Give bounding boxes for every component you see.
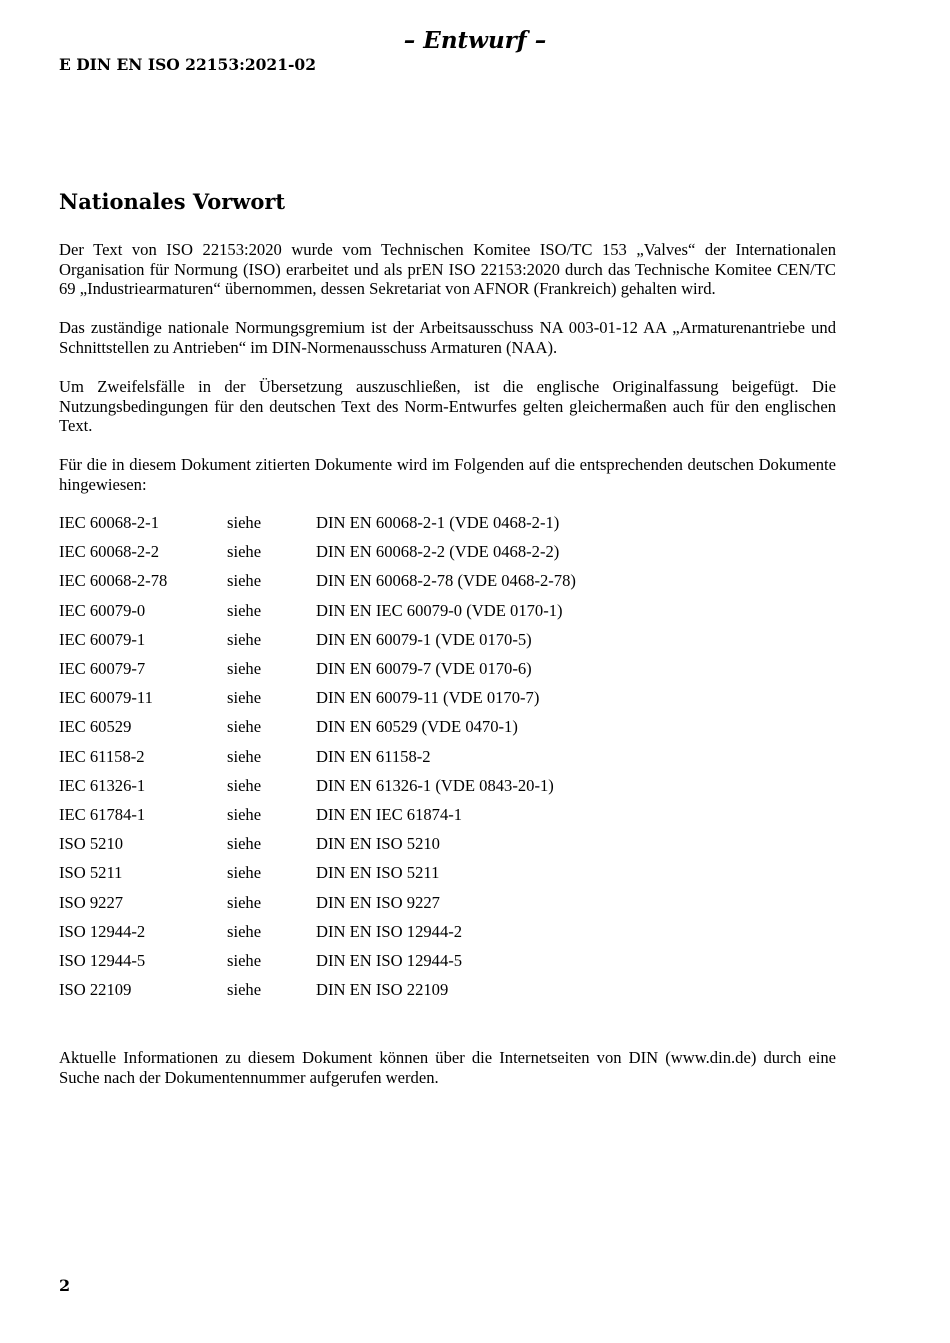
reference-row [59,625,679,654]
reference-row [59,566,679,595]
reference-relation: siehe [227,571,262,591]
reference-row [59,654,679,683]
reference-source: IEC 60068-2-2 [59,542,160,562]
reference-relation: siehe [227,600,262,620]
reference-target: DIN EN 60079-7 (VDE 0170-6) [316,659,532,679]
reference-source: IEC 60079-0 [59,600,146,620]
paragraph-translation: Um Zweifelsfälle in der Übersetzung auszuschließen, ist die englische Originalfassung beigefügt. Die Nutzungsbedingungen für den deutschen Text des Norm-Entwurfes gelten gleichermaßen auch für den englischen Text. [59,377,836,435]
page-number: 2 [59,1276,71,1295]
reference-relation: siehe [227,892,262,912]
reference-source: ISO 12944-5 [59,951,146,971]
reference-row [59,829,679,858]
reference-row [59,742,679,771]
reference-relation: siehe [227,951,262,971]
reference-target: DIN EN 60068-2-2 (VDE 0468-2-2) [316,542,560,562]
reference-relation: siehe [227,980,262,1000]
reference-relation: siehe [227,629,262,649]
reference-table-body [59,508,679,1004]
reference-source: ISO 5211 [59,863,123,883]
reference-source: IEC 60068-2-78 [59,571,168,591]
reference-source: ISO 9227 [59,892,124,912]
reference-row [59,537,679,566]
paragraph-committee: Das zuständige nationale Normungsgremium ist der Arbeitsausschuss NA 003-01-12 AA „Armaturenantriebe und Schnittstellen zu Antrieben“ im DIN-Normenausschuss Armaturen (NAA). [59,318,836,357]
reference-relation: siehe [227,659,262,679]
reference-row [59,917,679,946]
reference-target: DIN EN 60079-11 (VDE 0170-7) [316,688,540,708]
reference-target: DIN EN 60068-2-78 (VDE 0468-2-78) [316,571,576,591]
paragraph-origin: Der Text von ISO 22153:2020 wurde vom Technischen Komitee ISO/TC 153 „Valves“ der Internationalen Organisation für Normung (ISO) erarbeitet und als prEN ISO 22153:2020 durch das Technische Komitee CEN/TC 69 „Industriearmaturen“ übernommen, dessen Sekretariat von AFNOR (Frankreich) gehalten wird. [59,240,836,298]
reference-target: DIN EN ISO 5210 [316,834,440,854]
reference-relation: siehe [227,688,262,708]
reference-source: IEC 60529 [59,717,132,737]
draft-watermark-title: – Entwurf – [403,27,547,54]
reference-relation: siehe [227,863,262,883]
reference-target: DIN EN ISO 22109 [316,980,449,1000]
reference-relation: siehe [227,717,262,737]
reference-target: DIN EN ISO 9227 [316,892,440,912]
reference-target: DIN EN ISO 12944-5 [316,951,463,971]
reference-source: ISO 12944-2 [59,921,146,941]
reference-target: DIN EN 60079-1 (VDE 0170-5) [316,629,532,649]
reference-row [59,771,679,800]
reference-source: IEC 61158-2 [59,746,145,766]
reference-relation: siehe [227,746,262,766]
reference-source: ISO 5210 [59,834,124,854]
reference-row [59,712,679,741]
reference-source: IEC 60079-11 [59,688,153,708]
reference-target: DIN EN 60068-2-1 (VDE 0468-2-1) [316,513,560,532]
reference-row [59,683,679,712]
reference-source: ISO 22109 [59,980,132,1000]
reference-target: DIN EN 61326-1 (VDE 0843-20-1) [316,775,554,795]
reference-row [59,800,679,829]
reference-relation: siehe [227,513,262,532]
reference-relation: siehe [227,775,262,795]
reference-target: DIN EN IEC 61874-1 [316,805,463,825]
reference-relation: siehe [227,921,262,941]
reference-target: DIN EN 61158-2 [316,746,431,766]
reference-row [59,508,679,537]
reference-relation: siehe [227,805,262,825]
reference-row [59,596,679,625]
reference-table [59,508,679,1004]
reference-row [59,888,679,917]
reference-relation: siehe [227,834,262,854]
reference-target: DIN EN IEC 60079-0 (VDE 0170-1) [316,600,563,620]
reference-target: DIN EN 60529 (VDE 0470-1) [316,717,518,737]
reference-target: DIN EN ISO 5211 [316,863,440,883]
reference-target: DIN EN ISO 12944-2 [316,921,463,941]
paragraph-references-intro: Für die in diesem Dokument zitierten Dokumente wird im Folgenden auf die entsprechenden deutschen Dokumente hingewiesen: [59,455,836,494]
reference-row [59,975,679,1004]
reference-source: IEC 60079-7 [59,659,146,679]
reference-row [59,858,679,887]
section-title: Nationales Vorwort [59,189,286,214]
reference-row [59,946,679,975]
reference-source: IEC 60068-2-1 [59,513,160,532]
reference-relation: siehe [227,542,262,562]
paragraph-closing-info: Aktuelle Informationen zu diesem Dokument können über die Internetseiten von DIN (www.din.de) durch eine Suche nach der Dokumentennummer aufgerufen werden. [59,1048,836,1087]
reference-source: IEC 61326-1 [59,775,146,795]
reference-source: IEC 60079-1 [59,629,146,649]
reference-source: IEC 61784-1 [59,805,146,825]
document-identifier: E DIN EN ISO 22153:2021-02 [59,55,316,74]
